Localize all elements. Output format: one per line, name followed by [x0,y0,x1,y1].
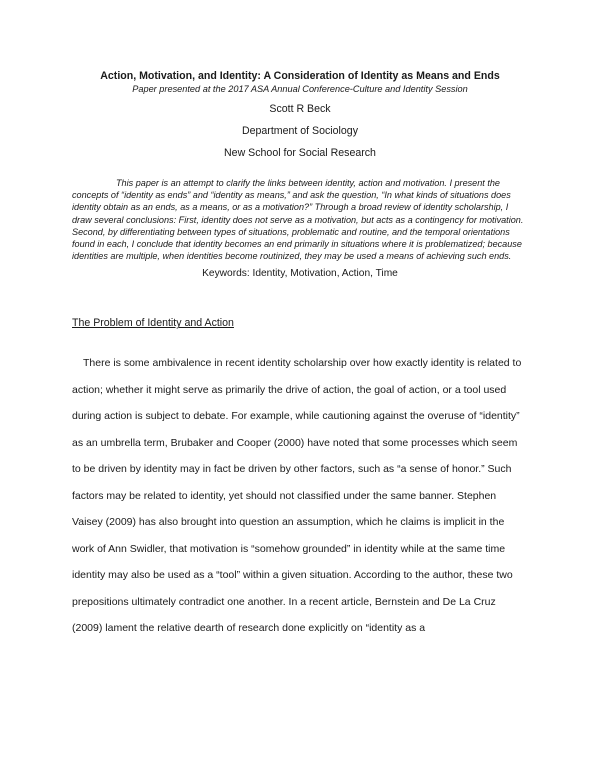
author-department: Department of Sociology [241,125,358,137]
section-heading: The Problem of Identity and Action [72,317,234,330]
paper-subtitle: Paper presented at the 2017 ASA Annual Conference-Culture and Identity Session [132,84,468,94]
keywords: Keywords: Identity, Motivation, Action, Time [202,268,398,280]
paper-title: Action, Motivation, and Identity: A Consideration of Identity as Means and Ends [100,70,500,82]
author-name: Scott R Beck [269,103,331,115]
body-paragraph: There is some ambivalence in recent identity scholarship over how exactly identity is related to action; whether it might serve as primarily the drive of action, the goal of action, or a tool used during action is subject to debate. For example, while cautioning against the overuse of “identity” as an umbrella term, Brubaker and Cooper (2000) have noted that some processes which seem to be driven by identity may in fact be driven by other factors, such as “a sense of honor.” Such factors may be related to identity, yet should not classified under the same banner. Stephen Vaisey (2009) has also brought into question an assumption, which he claims is implicit in the work of Ann Swidler, that motivation is “somehow grounded” in identity while at the same time identity may also be used as a “tool” within a given situation. According to the author, these two prepositions ultimately contradict one another. In a recent article, Bernstein and De La Cruz (2009) lament the relative dearth of research done explicitly on “identity as a [72,357,522,635]
author-institution: New School for Social Research [224,147,376,159]
abstract: This paper is an attempt to clarify the links between identity, action and motivation. I present the concepts of “identity as ends” and “identity as means,” and ask the question, “In what kinds of situations does identity obtain as an ends, as a means, or as a motivation?” Through a broad review of identity scholarship, I draw several conclusions: First, identity does not serve as a motivation, but acts as a contingency for motivation. Second, by differentiating between types of situations, problematic and routine, and the temporal orientations found in each, I conclude that identity becomes an end primarily in situations where it is problematized; because identities are multiple, when identities become routinized, they may be used a means of achieving such ends. [72,178,524,262]
